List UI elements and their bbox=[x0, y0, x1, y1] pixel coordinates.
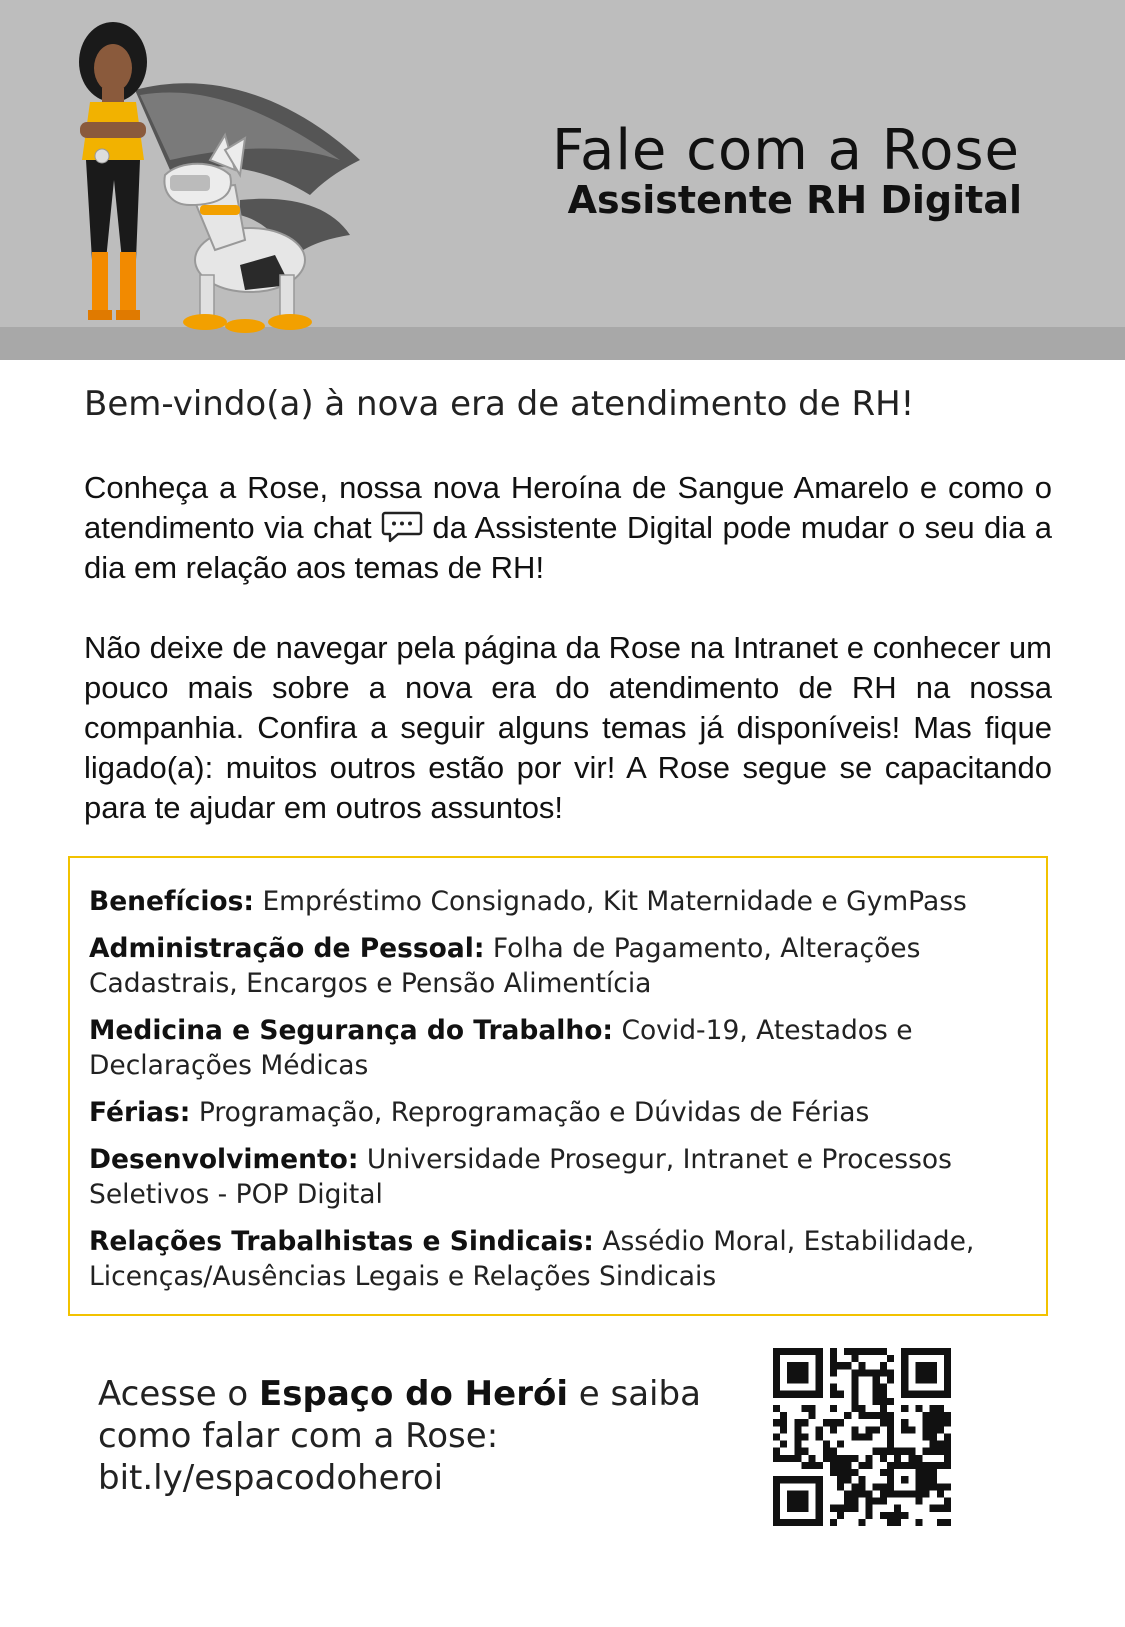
topics-box bbox=[68, 856, 1048, 1316]
page-title: Fale com a Rose bbox=[551, 118, 1020, 183]
welcome-heading: Bem-vindo(a) à nova era de atendimento de RH! bbox=[84, 384, 915, 424]
topic-label: Benefícios: bbox=[89, 886, 254, 917]
topic-item bbox=[89, 1142, 1028, 1212]
topic-label: Medicina e Segurança do Trabalho: bbox=[89, 1015, 614, 1046]
topic-item bbox=[89, 931, 1028, 1001]
topic-text: Covid-19, Atestados e Declarações Médicas bbox=[89, 1015, 913, 1081]
intro-paragraph bbox=[84, 468, 1052, 588]
header-banner bbox=[0, 0, 1125, 360]
topic-label: Férias: bbox=[89, 1097, 191, 1128]
topic-label: Administração de Pessoal: bbox=[89, 933, 485, 964]
topic-label: Relações Trabalhistas e Sindicais: bbox=[89, 1226, 594, 1257]
topic-text: Folha de Pagamento, Alterações Cadastrais, Encargos e Pensão Alimentícia bbox=[89, 933, 921, 999]
cta-prefix: Acesse o bbox=[98, 1374, 249, 1414]
cta-middle: e saiba como falar com a Rose: bbox=[98, 1374, 701, 1456]
superhero-woman-and-robot-dog-illustration bbox=[40, 10, 420, 350]
intro-text-after-icon: da Assistente Digital pode mudar o seu dia a dia em relação aos temas de RH! bbox=[84, 510, 1052, 585]
cta-highlight: Espaço do Herói bbox=[259, 1374, 568, 1414]
page-subtitle: Assistente RH Digital bbox=[567, 178, 1022, 222]
topic-label: Desenvolvimento: bbox=[89, 1144, 359, 1175]
topic-text: Assédio Moral, Estabilidade, Licenças/Ausências Legais e Relações Sindicais bbox=[89, 1226, 975, 1292]
topic-item bbox=[89, 1095, 1028, 1130]
topic-text: Empréstimo Consignado, Kit Maternidade e GymPass bbox=[262, 886, 967, 917]
topic-item bbox=[89, 884, 1028, 919]
topic-item bbox=[89, 1224, 1028, 1294]
navigation-paragraph: Não deixe de navegar pela página da Rose na Intranet e conhecer um pouco mais sobre a nova era do atendimento de RH na nossa companhia. Confira a seguir alguns temas já disponíveis! Mas fique ligado(a): muitos outros estão por vir! A Rose segue se capacitando para te ajudar em outros assuntos! bbox=[84, 630, 1052, 825]
topic-item bbox=[89, 1013, 1028, 1083]
qr-code-icon[interactable] bbox=[773, 1348, 951, 1526]
chat-bubble-icon bbox=[381, 510, 423, 544]
topic-text: Programação, Reprogramação e Dúvidas de Férias bbox=[198, 1097, 870, 1128]
topic-text: Universidade Prosegur, Intranet e Processos Seletivos - POP Digital bbox=[89, 1144, 952, 1210]
intro-text-before-icon: Conheça a Rose, nossa nova Heroína de Sangue Amarelo e como o atendimento via chat bbox=[84, 470, 1052, 545]
call-to-action bbox=[98, 1373, 718, 1499]
cta-link[interactable]: bit.ly/espacodoheroi bbox=[98, 1458, 444, 1498]
